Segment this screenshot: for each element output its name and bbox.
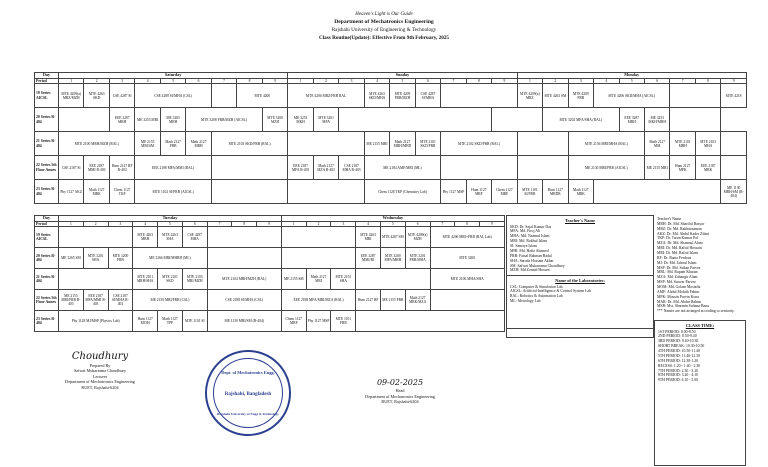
class-cell: ME 3266 MRI/MHRH (ML) — [133, 248, 207, 269]
class-cell — [517, 132, 568, 156]
period-number: 1 — [59, 221, 84, 226]
period-time-entry: 1ST PERIOD: 8.00-8.50 — [658, 329, 696, 334]
class-cell: ME 2150 MRI/FRB (CSL) — [133, 290, 207, 311]
period-number: 6 — [186, 78, 211, 83]
class-cell: MTE 2101 SKD/FRB — [415, 132, 440, 156]
period-number: 4 — [135, 78, 160, 83]
teacher-entry: TKP: Dr. Tarun Kumar Pal — [657, 236, 698, 241]
class-cell: ME 3265 SM — [59, 248, 84, 269]
class-cell: MTE 2100 MRH/MZH (RAL) — [59, 132, 135, 156]
class-cell: Math 2127 MRI — [306, 269, 331, 290]
class-cell: EEE 2188 MFA/MMI (RAL) — [135, 156, 211, 180]
department-seal — [205, 350, 291, 436]
class-cell: ME 2155 MRI/FRB R-403 — [59, 290, 84, 311]
teachers-title: Teacher's Name — [565, 218, 595, 223]
class-cell: MTE 3200 MZH — [262, 108, 288, 132]
period-number: 9 — [492, 78, 518, 83]
period-number: 5 — [619, 78, 644, 83]
class-cell: EEE 3287 MMI/RI — [356, 248, 381, 269]
day-label-cell: Day — [35, 73, 59, 79]
day-header: Saturday — [59, 73, 288, 79]
head-signature — [325, 378, 475, 405]
teacher-entry: *** Names are not arranged according to seniority. — [657, 309, 735, 314]
series-label: 19 Series AICSL — [35, 84, 59, 108]
class-cell: Math 2127 MRH/MHD — [390, 132, 415, 156]
teacher-entry: MRI: Dr. Md. Rafiul Islam — [657, 251, 698, 256]
class-cell: MTE 3201 MFA — [313, 108, 338, 132]
class-cell: Hum 2127 RF R-403 — [109, 156, 134, 180]
class-cell: MTE 4218 — [721, 84, 747, 108]
teachers-right-column — [654, 215, 746, 320]
class-cell: Math 2127 MRH — [186, 132, 211, 156]
class-cell: MTE 4209(a) MZH — [405, 227, 430, 248]
handwritten-signature: Choudhury — [71, 351, 129, 362]
teacher-entry: Teacher's Name — [657, 217, 682, 221]
signature-line: RUET, Rajshahi-6204 — [81, 384, 119, 390]
period-label-cell: Period — [35, 78, 59, 83]
class-time-items — [658, 330, 742, 383]
class-cell: MTE 3202 MFA/SHA (RAL) — [543, 108, 619, 132]
class-cell: MTE 4209(a) MRZ — [517, 84, 542, 108]
class-cell: MTE 2103 SKD/FRB (RAL) — [211, 132, 288, 156]
period-number: 9 — [480, 221, 505, 226]
department-title: Department of Mechatronics Engineering — [334, 19, 434, 25]
signature-line: Head — [395, 388, 405, 394]
teacher-entry: MJ: Dr. Md. Jahirul Islam — [657, 260, 697, 265]
class-cell: ME 2130 MRI/FRB (AICSL) — [568, 156, 644, 180]
class-cell: ME 3253 MKH/MRH — [644, 108, 669, 132]
class-cell: Math 1127 MRK — [84, 180, 109, 204]
class-cell: MTE 4263 MRH — [133, 227, 158, 248]
period-number: 2 — [83, 221, 108, 226]
teacher-entry: MHI: Md. Hafiz Ahamed — [510, 248, 549, 253]
class-cell — [670, 108, 721, 132]
period-number: 5 — [160, 78, 185, 83]
teacher-entry: MHA: Md. Nazmul Islam — [510, 234, 550, 239]
period-number: 4 — [594, 78, 619, 83]
period-number: 6 — [182, 221, 207, 226]
class-cell: MTE 2101 SHA — [331, 269, 356, 290]
signature-line: Lecturer — [92, 373, 108, 379]
class-cell — [288, 180, 364, 204]
class-cell — [288, 132, 364, 156]
class-cell: MTE 4206 MRI+FRB (RAL Lab) — [430, 227, 504, 248]
teacher-entry: SI: Samaya Islam — [510, 244, 537, 249]
series-label: 23 Series R-404 — [35, 311, 59, 332]
signature-line: Department of Mechatronics Engineering — [365, 393, 435, 399]
period-time-entry: 3RD PERIOD: 9.40-10.30 — [658, 339, 699, 344]
day-header: Sunday — [288, 73, 517, 79]
class-cell: Hum 1127 MRF — [466, 180, 491, 204]
class-cell: ME 2155 MRI/SM — [135, 132, 160, 156]
class-cell: Math 2127 MZA R-403 — [313, 156, 338, 180]
period-number: 3 — [568, 78, 593, 83]
class-cell — [59, 227, 133, 248]
period-number: 5 — [158, 221, 183, 226]
class-cell: ME 2155 MRI — [364, 132, 389, 156]
period-number: 1 — [288, 78, 313, 83]
class-cell: Phy 1128 MJ/MSP (Physics Lab) — [59, 311, 133, 332]
signature-date: 09-02-2025 — [376, 378, 424, 387]
class-cell: MTE 4209(a) MRZ/MZH — [59, 84, 84, 108]
class-time-title: CLASS TIME: — [685, 323, 715, 328]
class-cell: ME 2155 MRI — [644, 156, 669, 180]
period-number: 1 — [281, 221, 306, 226]
period-number: 7 — [670, 78, 695, 83]
class-cell: EEE 2187 MRK — [695, 156, 720, 180]
period-time-entry: RECESS: 1.20 - 1.40 - 2.30 — [658, 363, 701, 368]
period-number: 7 — [211, 78, 236, 83]
class-cell: MTE 2103 MHA — [695, 132, 720, 156]
teacher-entry: MRI: Md. Rokhul Islam — [510, 239, 547, 244]
class-cell — [211, 156, 288, 180]
period-time-entry: 8TH PERIOD: 3.20 - 4.10 — [658, 373, 699, 378]
class-cell: ME 1130 MRI/SM (R-404) — [207, 311, 281, 332]
period-time-entry: 2ND PERIOD: 8.50-9.40 — [658, 334, 697, 339]
class-cell — [356, 269, 430, 290]
routine-table-top — [34, 72, 747, 204]
class-cell: Hum 2127 MPK — [670, 156, 695, 180]
class-cell: MTE 2101 MRH/SHA — [133, 269, 158, 290]
series-label: 23 Series R-404 — [35, 180, 59, 204]
class-cell: EEE 2187 MMI R-403 — [84, 156, 109, 180]
routine-table-bottom — [34, 215, 505, 332]
class-cell: Chem 1128 TKP (Chemistry Lab) — [364, 180, 440, 204]
class-cell — [721, 132, 747, 156]
class-cell: Math 1127 TPP — [158, 311, 183, 332]
teacher-entry: MRZ: Dr. Md. Rakhuzzaman — [657, 226, 702, 231]
series-label: 22 Series 5th Floor Annex — [35, 290, 59, 311]
class-cell: Chem 1127 MRF — [281, 311, 306, 332]
period-number: 2 — [84, 78, 109, 83]
period-number: 8 — [466, 78, 491, 83]
class-cell — [594, 180, 721, 204]
class-cell: MTE 4200 — [237, 84, 288, 108]
class-cell — [281, 248, 355, 269]
teacher-entry: MAR: Dr. Md. Abdur Rahim — [657, 299, 702, 304]
period-number: 4 — [133, 221, 158, 226]
class-cell: Hum 1127 MOM — [133, 311, 158, 332]
university-title: Rajshahi University of Engineering & Technology — [331, 27, 437, 33]
signature-line: RUET, Rajshahi-6204 — [381, 399, 419, 405]
class-cell: EEE 3287 MRH — [109, 108, 134, 132]
teacher-entry: SKD: Dr. Sajal Kumar Das — [510, 224, 552, 229]
teacher-entry: SHA: Saroda Hossain Akbar — [510, 258, 554, 263]
period-time-entry: 4TH PERIOD: 10.50-11.40 — [658, 349, 700, 354]
routine-title: Class Routine(Update): Effective From 9th February, 2025 — [318, 35, 449, 41]
teacher-entry: MSB: Mst. Sharmin Sultana Banu — [657, 304, 709, 309]
period-time-entry: 5TH PERIOD: 11.40-12.30 — [658, 353, 700, 358]
period-number: 3 — [108, 221, 133, 226]
labs-title: Name of the Laboratories: — [555, 278, 605, 283]
class-cell: CSE 4287 SI — [109, 84, 134, 108]
teacher-entry: SM: Safwat Mukarrama Choudhury — [510, 263, 565, 268]
period-number: 8 — [237, 78, 262, 83]
signature-line: Safwat Mukarrama Choudhury — [73, 368, 127, 374]
period-number: 9 — [262, 78, 288, 83]
lab-entry: RAL: Robotics & Automation Lab — [510, 294, 563, 299]
teacher-entry: MPK: Mousin Parvin Kona — [657, 294, 699, 299]
class-cell: CSE 2187 SI — [59, 156, 84, 180]
class-cell — [430, 290, 504, 311]
class-cell: MTE 4263 MRI — [356, 227, 381, 248]
class-cell — [517, 156, 568, 180]
class-cell: ME 2184 AMF/MRI (ML) — [364, 156, 440, 180]
class-cell: EEE 2187 MFA R-403 — [288, 156, 313, 180]
series-label: 19 Series AICSL — [35, 227, 59, 248]
teacher-entry: AMF: Abdul Mohith Fahim — [657, 289, 700, 294]
class-cell — [211, 84, 236, 108]
prepared-by-signature — [40, 350, 160, 390]
period-number: 6 — [415, 78, 440, 83]
seal-bottom-text: Rajshahi University of Engg & Technology — [217, 412, 279, 416]
day-header: Monday — [517, 73, 746, 79]
class-cell — [492, 108, 543, 132]
period-time-entry: 6TH PERIOD: 12.30-1.20 — [658, 358, 699, 363]
period-number: 8 — [695, 78, 720, 83]
teacher-entry: FRB: Faisal Rahman Badal — [510, 253, 552, 258]
class-cell — [356, 311, 505, 332]
period-number: 3 — [331, 221, 356, 226]
period-label-cell: Period — [35, 221, 59, 226]
class-cell: MTE 1101 SI — [182, 311, 207, 332]
teacher-entry: MSP: Dr. Md. Sultan Parvez — [657, 265, 701, 270]
laboratories-list — [506, 275, 654, 338]
class-cell: ME 3253 MKH — [288, 108, 313, 132]
period-number: 7 — [207, 221, 232, 226]
class-cell — [59, 269, 133, 290]
period-number: 6 — [405, 221, 430, 226]
class-cell — [211, 180, 288, 204]
period-number: 4 — [364, 78, 389, 83]
class-cell: MTE 2101 SKD — [158, 269, 183, 290]
class-cell — [721, 156, 747, 180]
class-cell: Chem 1127 TKP — [109, 180, 134, 204]
class-cell: CSE 2187 SI/MHA R-403 — [108, 290, 133, 311]
class-cell: MTE 2102 SKD/FRB (RAL) — [441, 132, 517, 156]
class-cell: EEE 3287 MRH — [619, 108, 644, 132]
class-cell: CSE 2187 MHA R-403 — [339, 156, 364, 180]
class-cell: MTE 4209 FRB/MZH — [390, 84, 415, 108]
series-label: 20 Series R-404 — [35, 108, 59, 132]
class-cell: CSE 4287 MHA — [182, 227, 207, 248]
motto: Heaven's Light is Our Guide — [355, 12, 413, 17]
class-cell: MTE 4206 MRZ/FRB RAL — [288, 84, 364, 108]
class-cell: MTE 3201 SHA — [83, 248, 108, 269]
series-label: 21 Series R-404 — [35, 269, 59, 290]
teacher-entry: MRI: Dr. Md. Rafiul Hossain — [657, 246, 702, 251]
teacher-entry: MOM: Md. Golam Mostafiz — [657, 285, 701, 290]
class-cell: ME 2155 FRB — [380, 290, 405, 311]
class-cell: MTE 2103 MRI/MZH — [182, 269, 207, 290]
period-number: 3 — [339, 78, 364, 83]
class-cell: ME 3253 MRI — [135, 108, 160, 132]
teacher-entry: MFA: Md. Firoj Ali — [510, 229, 541, 234]
lab-entry: CSL: Computer & Simulation Lab — [510, 284, 563, 289]
class-cell: MTE 4263 SHA — [158, 227, 183, 248]
class-cell: Hum 2127 RF — [356, 290, 381, 311]
period-number: 7 — [441, 78, 466, 83]
signature-line: Department of Mechatronics Engineering — [65, 379, 135, 385]
period-number: 3 — [109, 78, 134, 83]
class-cell: MTE 4206 SKD/MHA (AICSL) — [594, 84, 670, 108]
teacher-entry: MRH: Dr. Md. Shariful Rasyar — [657, 221, 705, 226]
class-cell — [207, 227, 281, 248]
class-cell: Math 2127 MM — [644, 132, 669, 156]
class-cell: CSE 4287 SI/MHA — [415, 84, 440, 108]
teacher-entry: MZA: Dr. Md. Shamsul Alam — [657, 241, 703, 246]
class-cell: MTE 1102 SI/FRB (AICSL) — [135, 180, 211, 204]
class-cell — [441, 156, 517, 180]
teacher-entry: MRL: Md. Rupam Khatun — [657, 270, 698, 275]
class-cell: ME 2155 SM — [281, 269, 306, 290]
day-header: Tuesday — [59, 216, 282, 222]
class-cell: ME 1130 MRH/SM (R-404) — [721, 180, 747, 204]
class-cell: MTE 4263 SKD — [84, 84, 109, 108]
period-time-entry: 7TH PERIOD: 2.30 - 3.20 — [658, 368, 699, 373]
class-cell: MTE 1101 SI/FRB — [517, 180, 542, 204]
class-cell: EEE 2188 MFA/MRI/MZA (RAL) — [281, 290, 355, 311]
class-cell: MTE 2101 MRH — [670, 132, 695, 156]
class-time-box — [654, 320, 746, 466]
period-number: 9 — [257, 221, 282, 226]
teacher-entry: MZH: Md Zonaid Hossen — [510, 268, 550, 273]
class-cell — [339, 108, 492, 132]
class-cell — [59, 108, 110, 132]
class-cell: Math 2127 FRB — [160, 132, 185, 156]
period-number: 1 — [517, 78, 542, 83]
class-cell: ME 3265 MRH — [160, 108, 185, 132]
class-cell: MTE 4263 SM — [543, 84, 568, 108]
teachers-left-column — [510, 225, 650, 274]
class-cell: MTE 4209 FRB — [568, 84, 593, 108]
period-number: 2 — [543, 78, 568, 83]
class-cell: Math 1127 MRK — [568, 180, 593, 204]
period-number: 1 — [59, 78, 84, 83]
seal-top-text: Dept. of Mechatronics Engg. — [221, 370, 275, 375]
labs-items — [510, 285, 650, 304]
period-number: 9 — [721, 78, 747, 83]
class-cell: MTE 4263 SKD/MHA — [364, 84, 389, 108]
class-cell: MTE 3208 FRB/MZH (AICSL) — [186, 108, 262, 132]
teacher-entry: MSP: Md. Sarwar Parvez — [657, 280, 696, 285]
class-cell: MTE 3201 FRB/MHA — [405, 248, 430, 269]
class-cell: Hum 1127 MRDR — [543, 180, 568, 204]
class-cell: MTE 2106 MHA/SHA — [430, 269, 504, 290]
class-cell: MTE 4287 SM — [380, 227, 405, 248]
class-cell: CSE 4288 SI/MHA (CSL) — [135, 84, 211, 108]
period-number: 8 — [232, 221, 257, 226]
class-cell: Phy 1127 AKZ — [59, 180, 84, 204]
class-cell — [441, 84, 517, 108]
class-cell: Phy 1127 MSP — [306, 311, 331, 332]
class-cell: MTE 1101 FRB — [331, 311, 356, 332]
series-label: 20 Series R-404 — [35, 248, 59, 269]
series-label: 21 Series R-404 — [35, 132, 59, 156]
class-cell: MTE 3200 MFA/MRH — [380, 248, 405, 269]
period-time-entry: 9TH PERIOD: 4.10 - 5.00 — [658, 378, 699, 383]
class-cell: MTE 3200 FRB — [108, 248, 133, 269]
period-number: 8 — [455, 221, 480, 226]
class-cell: CSE 2188 SI/MHA (CSL) — [207, 290, 281, 311]
day-header: Wednesday — [281, 216, 504, 222]
class-cell — [207, 248, 281, 269]
class-cell: EEE 2187 MFA/MMI R-403 — [83, 290, 108, 311]
period-number: 5 — [390, 78, 415, 83]
signature-line: Prepared By — [89, 363, 111, 368]
period-time-entry: SHORT BREAK: 10.30-10.50 — [658, 344, 705, 349]
period-number: 4 — [356, 221, 381, 226]
lab-entry: AICSL: Artificial Intelligence & Control System Lab — [510, 289, 591, 294]
class-cell: MTE 2156 MRI/MHA (RAL) — [568, 132, 644, 156]
teacher-entry: AKZ: Dr. Md. Abdul Kader Zilani — [657, 231, 710, 236]
period-number: 6 — [644, 78, 669, 83]
period-number: 7 — [430, 221, 455, 226]
class-cell — [670, 84, 721, 108]
teacher-entry: MZA: Md. Zahangir Alam — [657, 275, 698, 280]
day-label-cell: Day — [35, 216, 59, 222]
class-cell: MTE 3200 — [430, 248, 504, 269]
class-cell: Phy 1127 MSP — [441, 180, 466, 204]
period-number: 2 — [313, 78, 338, 83]
class-cell: MTE 2104 MRH/MZH (RAL) — [207, 269, 281, 290]
class-cell — [281, 227, 355, 248]
teacher-entry: RF: Dr. Razia Ferdous — [657, 255, 692, 260]
period-number: 2 — [306, 221, 331, 226]
lab-entry: ML: Metrology Lab — [510, 299, 541, 304]
class-cell: Math 2127 MRK/MZA — [405, 290, 430, 311]
class-cell: Chem 1127 MRF — [492, 180, 518, 204]
series-label: 22 Series 5th Floor Annex — [35, 156, 59, 180]
seal-middle-text: Rajshahi, Bangladesh — [224, 392, 272, 397]
period-number: 5 — [380, 221, 405, 226]
